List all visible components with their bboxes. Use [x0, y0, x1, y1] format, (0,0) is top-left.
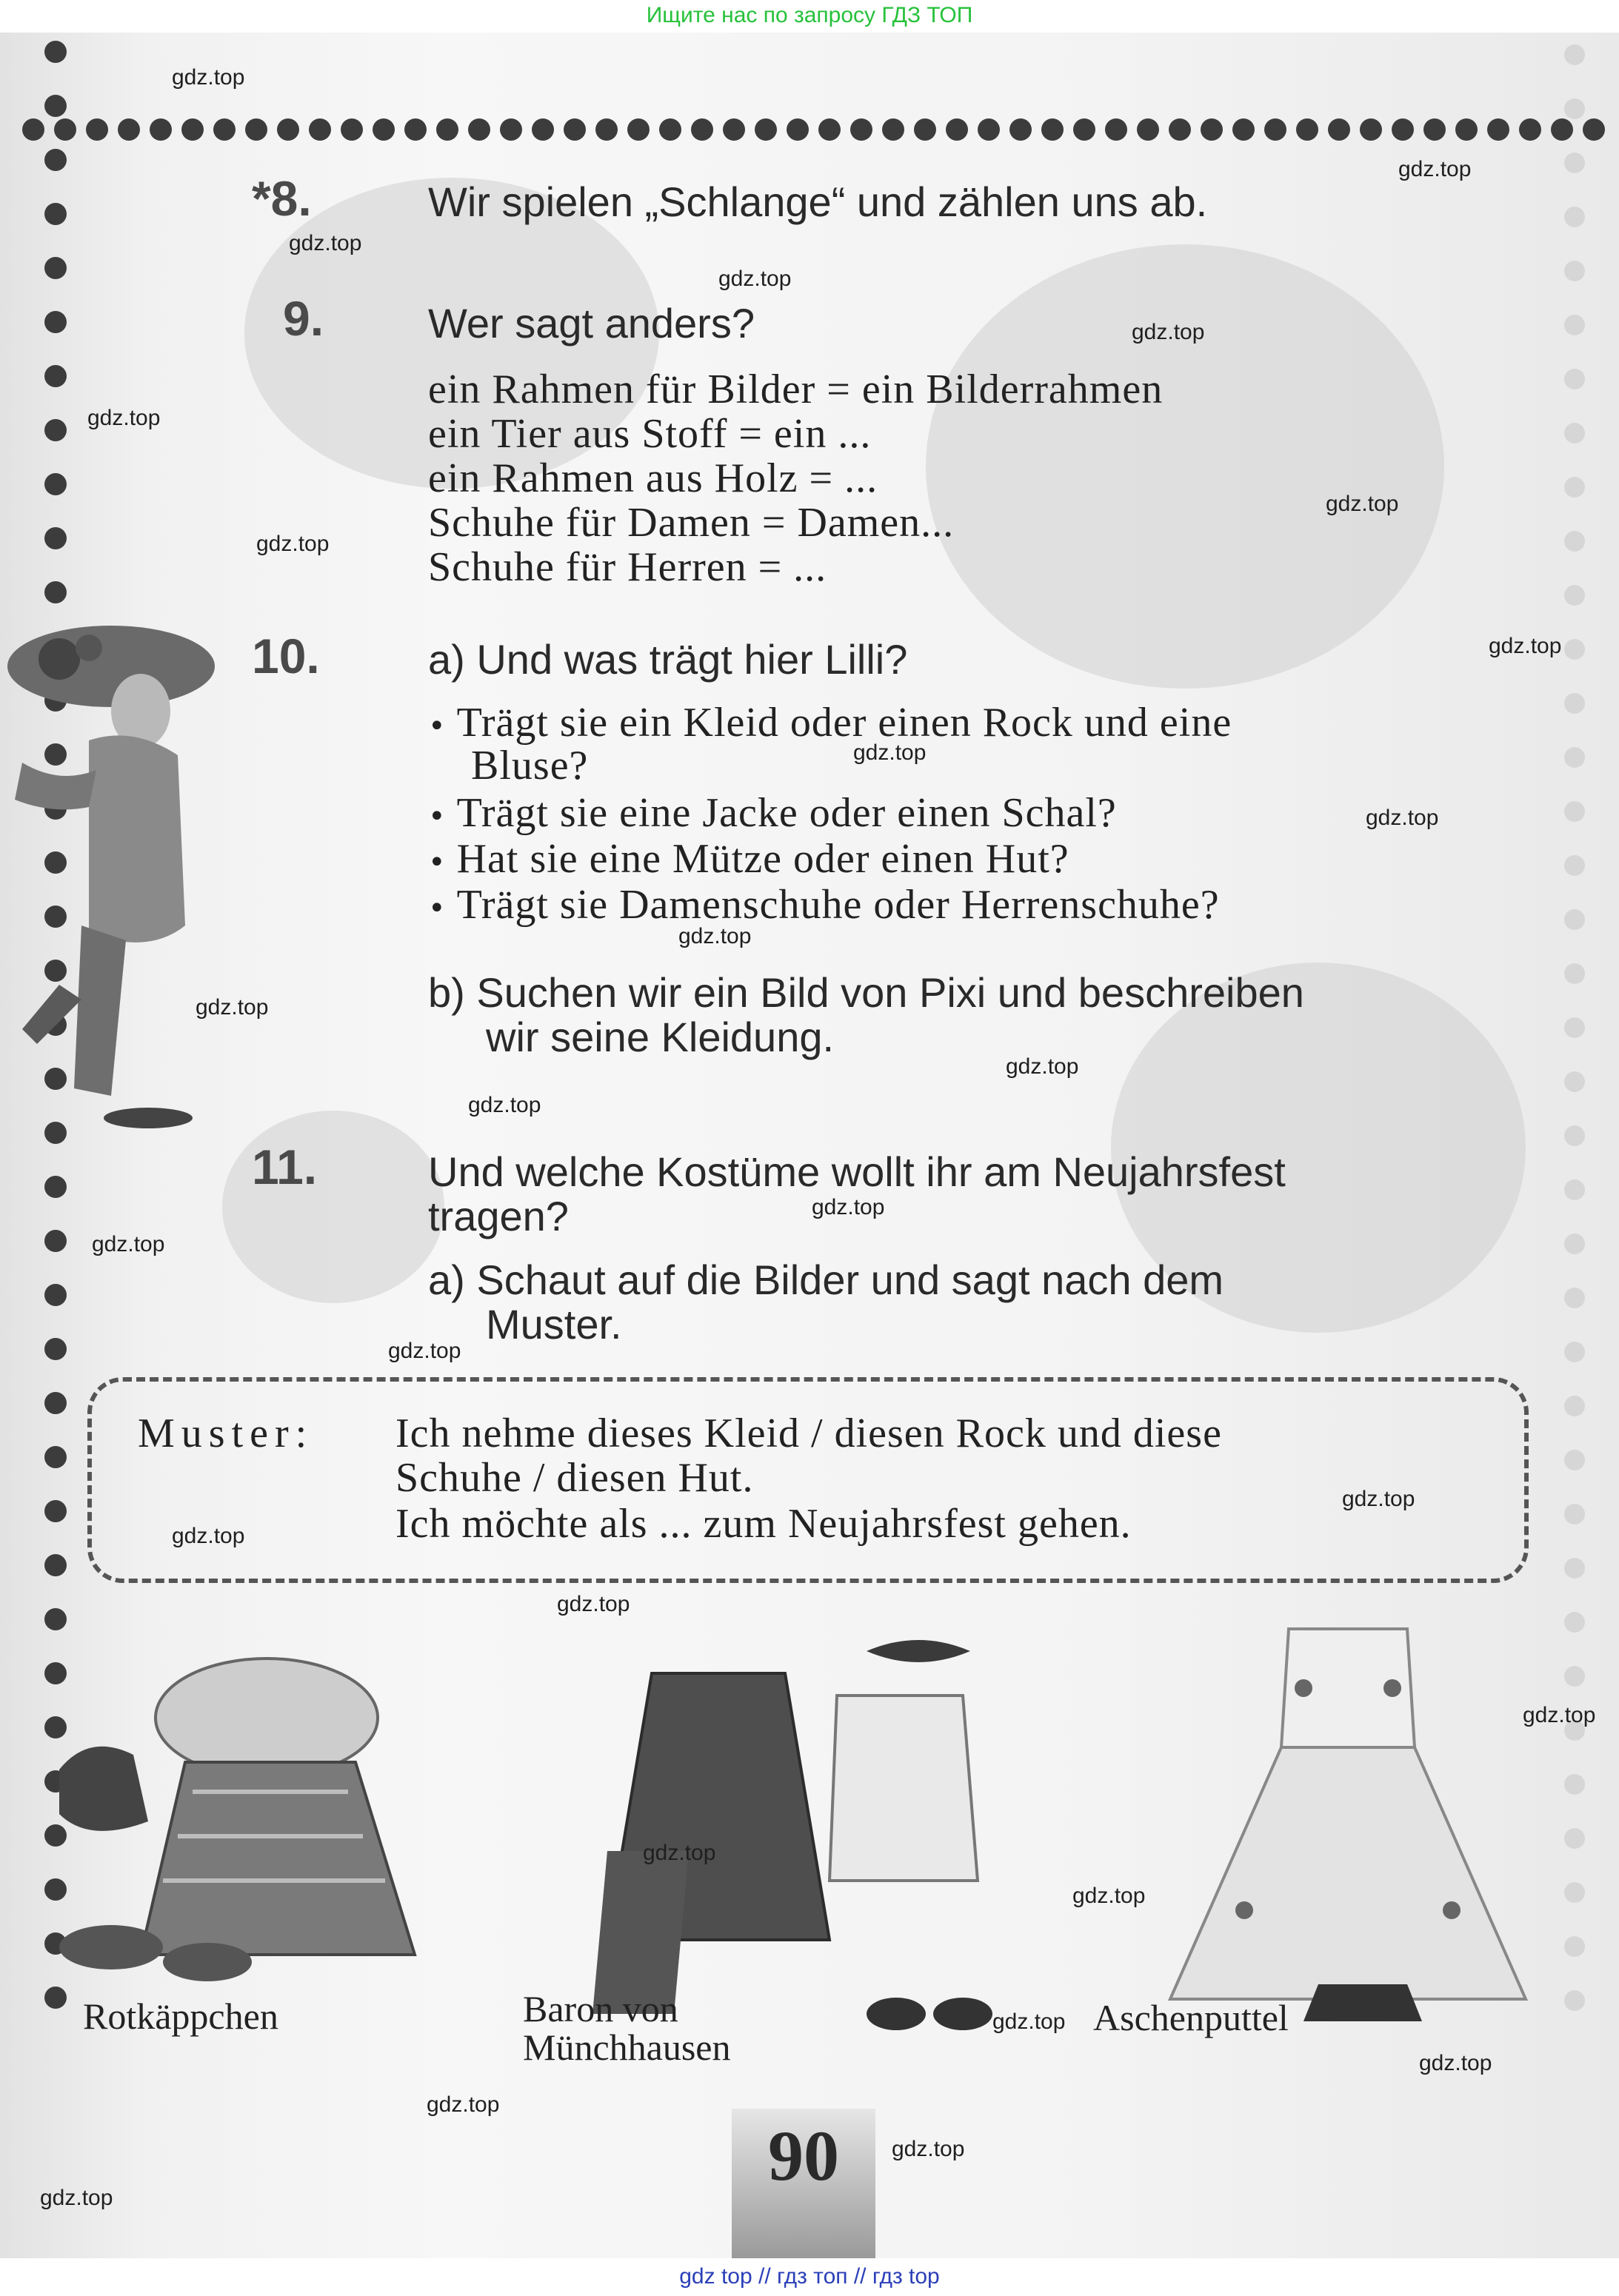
decorative-dot: [1564, 1504, 1585, 1524]
decorative-dot: [44, 1446, 67, 1468]
exercise-10-number: 10.: [252, 629, 320, 683]
exercise-9-number: 9.: [283, 291, 324, 346]
decorative-dot: [1564, 1179, 1585, 1200]
watermark: gdz.top: [678, 924, 752, 948]
decorative-dot: [1392, 118, 1414, 141]
watermark: gdz.top: [87, 406, 161, 430]
decorative-dot: [1564, 477, 1585, 498]
watermark: gdz.top: [256, 532, 330, 556]
decorative-dot: [1169, 118, 1191, 141]
aschenputtel-dress-illustration: [1155, 1599, 1540, 2044]
watermark: gdz.top: [718, 267, 792, 291]
decorative-dot: [1564, 207, 1585, 227]
decorative-dot: [1564, 1612, 1585, 1633]
watermark: gdz.top: [643, 1841, 716, 1865]
watermark: gdz.top: [812, 1195, 885, 1219]
decorative-dot: [1564, 963, 1585, 984]
watermark: gdz.top: [196, 995, 269, 1020]
decorative-dot: [44, 41, 67, 63]
decorative-dot: [44, 95, 67, 117]
exercise-10-bullet: • Hat sie eine Mütze oder einen Hut?: [428, 836, 1069, 882]
decorative-dot: [1564, 1288, 1585, 1308]
exercise-11-instruction-continuation: tragen?: [428, 1193, 569, 1239]
decorative-dot: [1296, 118, 1318, 141]
watermark: gdz.top: [427, 2092, 500, 2117]
decorative-dot: [1564, 44, 1585, 65]
caption-baron-continuation: Münchhausen: [523, 2026, 731, 2068]
watermark: gdz.top: [40, 2186, 113, 2210]
decorative-dot: [1519, 118, 1541, 141]
decorative-dot: [22, 118, 44, 141]
decorative-dot: [787, 118, 809, 141]
decorative-dot: [914, 118, 936, 141]
decorative-dot: [245, 118, 267, 141]
exercise-10-part-b-continuation: wir seine Kleidung.: [486, 1014, 835, 1060]
page-number: 90: [768, 2116, 839, 2195]
decorative-dot: [309, 118, 331, 141]
watermark: gdz.top: [1366, 806, 1439, 830]
decorative-dot: [44, 1500, 67, 1522]
top-banner: [0, 0, 1619, 33]
decorative-dot: [1564, 801, 1585, 822]
decorative-dot: [44, 527, 67, 549]
decorative-dot: [341, 118, 363, 141]
background-ink-splat: [926, 244, 1444, 689]
decorative-dot: [44, 203, 67, 225]
watermark: gdz.top: [172, 65, 245, 90]
decorative-dot: [1232, 118, 1255, 141]
decorative-dot: [1564, 855, 1585, 876]
decorative-dot: [1564, 261, 1585, 281]
decorative-dot: [978, 118, 1000, 141]
decorative-dot: [181, 118, 204, 141]
decorative-dot: [723, 118, 745, 141]
exercise-8-number: *8.: [252, 171, 312, 226]
decorative-dot: [44, 1230, 67, 1252]
watermark: gdz.top: [388, 1339, 461, 1363]
decorative-dot: [1487, 118, 1509, 141]
watermark: gdz.top: [1489, 634, 1562, 658]
exercise-9-line: Schuhe für Herren = ...: [428, 544, 827, 590]
decorative-dot: [500, 118, 522, 141]
watermark: gdz.top: [1072, 1884, 1146, 1908]
decorative-dot: [44, 581, 67, 603]
decorative-dot: [1564, 693, 1585, 714]
decorative-dot: [595, 118, 618, 141]
exercise-11-part-a-continuation: Muster.: [486, 1301, 622, 1348]
muster-line: Schuhe / diesen Hut.: [395, 1455, 754, 1501]
decorative-dot: [882, 118, 904, 141]
exercise-10-bullet: • Trägt sie eine Jacke oder einen Schal?: [428, 790, 1117, 836]
decorative-dot: [1583, 118, 1605, 141]
watermark: gdz.top: [1398, 157, 1472, 181]
decorative-dot: [755, 118, 777, 141]
watermark: gdz.top: [892, 2137, 965, 2161]
decorative-dot: [1564, 909, 1585, 930]
decorative-dot: [468, 118, 490, 141]
bottom-banner-links[interactable]: gdz top // гдз топ // гдз top: [679, 2264, 940, 2289]
watermark: gdz.top: [992, 2009, 1066, 2034]
decorative-dot: [44, 1284, 67, 1306]
decorative-dot: [1073, 118, 1095, 141]
decorative-dot: [86, 118, 108, 141]
exercise-11-instruction: Und welche Kostüme wollt ihr am Neujahrsfest: [428, 1148, 1286, 1195]
decorative-dot: [213, 118, 236, 141]
decorative-dot: [44, 1176, 67, 1198]
decorative-dot: [44, 419, 67, 441]
decorative-dot: [818, 118, 841, 141]
decorative-dot: [1009, 118, 1032, 141]
watermark: gdz.top: [1326, 492, 1399, 516]
watermark: gdz.top: [1342, 1487, 1415, 1511]
top-banner-link[interactable]: Ищите нас по запросу ГДЗ ТОП: [646, 3, 973, 27]
decorative-dot: [659, 118, 681, 141]
decorative-dot: [44, 1608, 67, 1630]
decorative-dot: [118, 118, 140, 141]
decorative-dot: [1137, 118, 1159, 141]
decorative-dot: [1564, 1936, 1585, 1957]
decorative-dot: [1564, 315, 1585, 335]
muster-line: Ich nehme dieses Kleid / diesen Rock und diese: [395, 1410, 1222, 1456]
decorative-dot: [1564, 98, 1585, 119]
baron-costume-illustration: [518, 1629, 1037, 2044]
decorative-dot: [44, 1338, 67, 1360]
decorative-dot: [1564, 585, 1585, 606]
decorative-dot: [44, 365, 67, 387]
decorative-dot: [1564, 369, 1585, 389]
decorative-dot: [1455, 118, 1478, 141]
decorative-dot: [1564, 1234, 1585, 1254]
decorative-dot: [404, 118, 427, 141]
decorative-dot: [44, 257, 67, 279]
decorative-dot: [1564, 747, 1585, 768]
decorative-dot: [627, 118, 650, 141]
decorative-dot: [1564, 1125, 1585, 1146]
watermark: gdz.top: [289, 231, 362, 255]
lilli-illustration: [0, 615, 222, 1148]
decorative-dot: [1564, 1071, 1585, 1092]
rotkappchen-costume-illustration: [44, 1629, 459, 2014]
decorative-dot: [1564, 1558, 1585, 1579]
decorative-dot: [44, 311, 67, 333]
decorative-dot: [532, 118, 554, 141]
decorative-dot: [1564, 1666, 1585, 1687]
decorative-dot: [1264, 118, 1286, 141]
decorative-dot: [1423, 118, 1446, 141]
decorative-dot: [1360, 118, 1382, 141]
watermark: gdz.top: [1132, 320, 1205, 344]
decorative-dot: [44, 473, 67, 495]
decorative-dot: [1564, 531, 1585, 552]
watermark: gdz.top: [1419, 2051, 1492, 2075]
exercise-10-bullet: • Trägt sie Damenschuhe oder Herrenschuhe?: [428, 882, 1220, 928]
watermark: gdz.top: [853, 740, 927, 765]
decorative-dot: [1105, 118, 1127, 141]
decorative-dot: [44, 1554, 67, 1576]
decorative-dot: [1041, 118, 1064, 141]
decorative-dot: [1564, 1017, 1585, 1038]
decorative-dot: [1564, 1882, 1585, 1903]
decorative-dot: [850, 118, 872, 141]
caption-aschenputtel: Aschenputtel: [1093, 1997, 1289, 2038]
exercise-9-line: ein Rahmen für Bilder = ein Bilderrahmen: [428, 367, 1164, 412]
exercise-9-line: Schuhe für Damen = Damen...: [428, 500, 955, 546]
decorative-dot: [54, 118, 76, 141]
decorative-dot: [277, 118, 299, 141]
exercise-11-number: 11.: [252, 1139, 318, 1194]
exercise-10-bullet-continuation: Bluse?: [471, 743, 589, 789]
decorative-dot: [436, 118, 458, 141]
watermark: gdz.top: [92, 1232, 165, 1256]
watermark: gdz.top: [468, 1093, 541, 1117]
exercise-11-part-a: a) Schaut auf die Bilder und sagt nach dem: [428, 1256, 1224, 1303]
exercise-9-instruction: Wer sagt anders?: [428, 300, 755, 347]
decorative-dot: [1564, 1450, 1585, 1470]
exercise-9-line: ein Rahmen aus Holz = ...: [428, 455, 878, 501]
decorative-dot: [1564, 423, 1585, 444]
decorative-dot: [1564, 639, 1585, 660]
caption-rotkappchen: Rotkäppchen: [83, 1995, 278, 2037]
exercise-9-line: ein Tier aus Stoff = ein ...: [428, 411, 872, 457]
caption-baron: Baron von: [523, 1988, 678, 2029]
muster-box: [87, 1377, 1529, 1583]
decorative-dot: [1201, 118, 1223, 141]
watermark: gdz.top: [172, 1524, 245, 1548]
decorative-dot: [691, 118, 713, 141]
decorative-dot: [564, 118, 586, 141]
decorative-dot: [1564, 1342, 1585, 1362]
exercise-8-instruction: Wir spielen „Schlange“ und zählen uns ab.: [428, 178, 1208, 225]
decorative-dot: [1564, 1828, 1585, 1849]
watermark: gdz.top: [1523, 1703, 1596, 1727]
decorative-dot: [1564, 1774, 1585, 1795]
bottom-banner: [0, 2258, 1619, 2296]
muster-label: Muster:: [138, 1410, 314, 1456]
decorative-dot: [44, 149, 67, 171]
watermark: gdz.top: [1006, 1054, 1079, 1079]
decorative-dot: [373, 118, 395, 141]
exercise-10-part-a: a) Und was trägt hier Lilli?: [428, 636, 908, 683]
exercise-10-part-b: b) Suchen wir ein Bild von Pixi und beschreiben: [428, 969, 1304, 1016]
decorative-dot: [1328, 118, 1350, 141]
decorative-dot: [946, 118, 968, 141]
decorative-dot: [150, 118, 172, 141]
decorative-dot: [1564, 1990, 1585, 2011]
decorative-dot: [1564, 1396, 1585, 1416]
decorative-dot: [44, 1392, 67, 1414]
muster-line: Ich möchte als ... zum Neujahrsfest gehen.: [395, 1501, 1132, 1547]
watermark: gdz.top: [557, 1592, 630, 1616]
decorative-dot: [1551, 118, 1573, 141]
exercise-10-bullet: • Trägt sie ein Kleid oder einen Rock und eine: [428, 700, 1232, 746]
decorative-dot: [1564, 153, 1585, 173]
